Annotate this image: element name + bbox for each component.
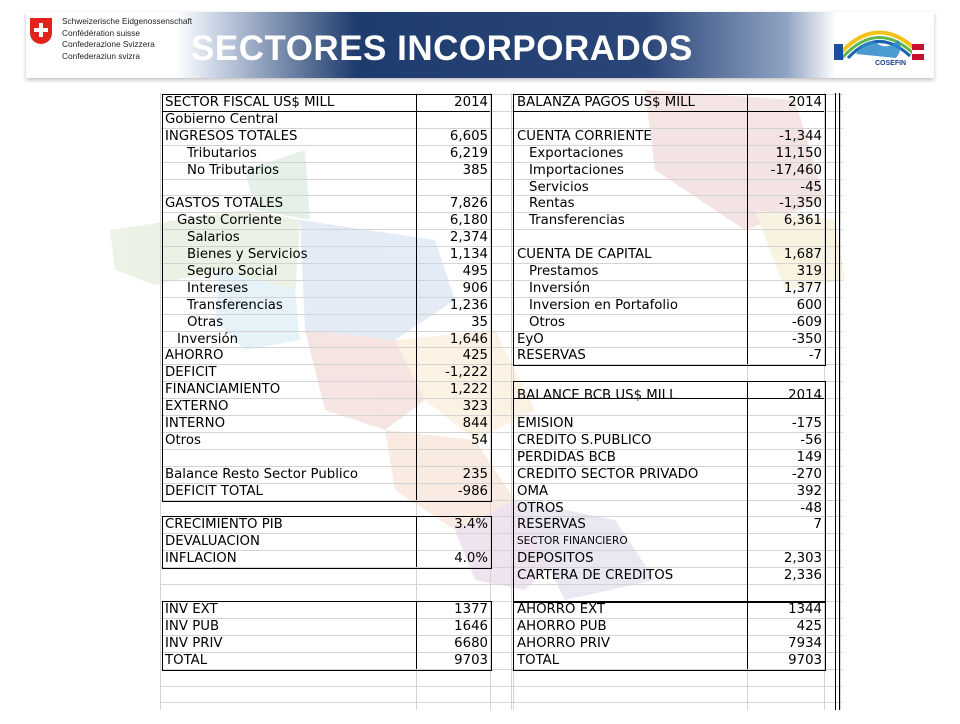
bcb-row-label: DEPOSITOS (517, 551, 594, 566)
balanza-row-label: EyO (517, 332, 544, 347)
balanza-row-label: Importaciones (529, 163, 624, 178)
slide-title: SECTORES INCORPORADOS (191, 29, 693, 68)
inversion-row-value: 1646 (454, 619, 488, 634)
bcb-header-label: BALANCE BCB US$ MILL (517, 388, 677, 403)
bcb-row-label: OMA (517, 484, 549, 499)
macro-column-divider (416, 516, 417, 567)
fiscal-row-value: 35 (471, 315, 488, 330)
fiscal-header-year: 2014 (454, 95, 488, 110)
fiscal-row-value: 844 (462, 416, 488, 431)
macro-row-value: 3.4% (454, 517, 488, 532)
ahorro-row-label: AHORRO PRIV (517, 636, 611, 651)
swiss-line: Confederazione Svizzera (62, 39, 155, 49)
fiscal-row-label: DEFICIT (165, 365, 217, 380)
bcb-row-value: 2,303 (783, 551, 822, 566)
balanza-row-value (750, 111, 822, 128)
fiscal-row-value: -986 (457, 484, 488, 499)
fiscal-row-value: 54 (471, 433, 488, 448)
grid-horizontal-line (160, 702, 843, 703)
fiscal-row-value: 2,374 (449, 230, 488, 245)
bcb-row-value: 2,336 (783, 568, 822, 583)
fiscal-row-label: DEFICIT TOTAL (165, 484, 263, 499)
balanza-row-label: Transferencias (529, 213, 625, 228)
swiss-line: Confederaziun svizra (62, 50, 140, 61)
bcb-row-label: SECTOR FINANCIERO (517, 535, 628, 547)
swiss-confederation-text (62, 16, 192, 62)
bcb-header-year: 2014 (788, 388, 822, 403)
inversion-column-divider (416, 601, 417, 669)
bcb-row-value: -56 (800, 433, 822, 448)
fiscal-row-value: 1,646 (449, 332, 488, 347)
inversion-row-value: 1377 (454, 602, 488, 617)
bcb-row-label: RESERVAS (517, 517, 586, 532)
balanza-row-value: 319 (796, 264, 822, 279)
fiscal-row-value: 495 (462, 264, 488, 279)
balanza-row-label: CUENTA CORRIENTE (517, 129, 652, 144)
fiscal-row-value: 323 (462, 399, 488, 414)
balanza-row-value: -609 (791, 315, 822, 330)
bcb-row-value: 392 (796, 484, 822, 499)
fiscal-row-label: AHORRO (165, 348, 224, 363)
fiscal-row-label: Inversión (177, 332, 239, 347)
bcb-row-value (750, 533, 822, 550)
balanza-row-value: 1,377 (783, 281, 822, 296)
inversion-row-label: INV PUB (165, 619, 220, 634)
bcb-row-value: 149 (796, 450, 822, 465)
fiscal-row-value: 6,180 (449, 213, 488, 228)
inversion-row-label: INV EXT (165, 602, 218, 617)
bcb-row-value: -270 (791, 467, 822, 482)
fiscal-row-value: 385 (462, 163, 488, 178)
fiscal-row-value: 235 (462, 467, 488, 482)
balanza-column-divider (747, 94, 748, 364)
bcb-row-label: OTROS (517, 501, 564, 516)
bcb-row-label: CREDITO S.PUBLICO (517, 433, 652, 448)
balanza-row-label: Exportaciones (529, 146, 624, 161)
fiscal-row-label: No Tributarios (187, 163, 280, 178)
fiscal-row-label: Otros (165, 433, 201, 448)
fiscal-row-value (418, 111, 488, 128)
bcb-row-label: CARTERA DE CREDITOS (517, 568, 674, 583)
balanza-row-label: Servicios (529, 180, 589, 195)
bcb-row-value (750, 398, 822, 415)
fiscal-row-label: Intereses (187, 281, 249, 296)
fiscal-row-label: Gobierno Central (165, 112, 279, 127)
balanza-row-label (517, 229, 745, 246)
fiscal-row-value (418, 179, 488, 196)
balanza-header-year: 2014 (788, 95, 822, 110)
balanza-row-value: 1,687 (783, 247, 822, 262)
bcb-row-label: PERDIDAS BCB (517, 450, 616, 465)
balanza-row-value: -7 (808, 348, 822, 363)
bcb-row-value: -48 (800, 501, 822, 516)
macro-row-label: CRECIMIENTO PIB (165, 517, 283, 532)
fiscal-row-value: 1,134 (449, 247, 488, 262)
fiscal-row-label: Balance Resto Sector Publico (165, 467, 359, 482)
balanza-row-value: 11,150 (775, 146, 822, 161)
fiscal-column-divider (416, 94, 417, 500)
fiscal-row-label: Transferencias (187, 298, 283, 313)
cosefin-logo (826, 14, 930, 76)
balanza-row-value: -1,344 (779, 129, 822, 144)
swiss-line: Confédération suisse (62, 27, 140, 38)
balanza-row-value: -1,350 (779, 196, 822, 211)
fiscal-row-value (418, 449, 488, 466)
balanza-row-value: 600 (796, 298, 822, 313)
fiscal-row-label: Salarios (187, 230, 240, 245)
ahorro-row-value: 7934 (788, 636, 822, 651)
sheet-right-edge (835, 93, 836, 710)
balanza-row-label: Rentas (529, 196, 575, 211)
fiscal-row-label (165, 449, 415, 466)
bcb-row-value: -175 (791, 416, 822, 431)
fiscal-row-value: 1,236 (449, 298, 488, 313)
balanza-row-label: Inversion en Portafolio (529, 298, 678, 313)
inversion-row-label: INV PRIV (165, 636, 223, 651)
inversion-row-value: 9703 (454, 653, 488, 668)
swiss-flag-icon (30, 18, 52, 44)
macro-row-label: DEVALUACION (165, 534, 260, 549)
slide-header (26, 12, 934, 78)
ahorro-row-value: 425 (796, 619, 822, 634)
fiscal-row-value: 6,605 (449, 129, 488, 144)
balanza-row-label: Prestamos (529, 264, 599, 279)
bcb-row-label: EMISION (517, 416, 574, 431)
fiscal-row-label: Seguro Social (187, 264, 278, 279)
fiscal-row-value: 906 (462, 281, 488, 296)
fiscal-row-value: 7,826 (449, 196, 488, 211)
grid-horizontal-line (160, 686, 843, 687)
sheet-right-edge (839, 93, 840, 710)
bcb-row-value: 7 (813, 517, 822, 532)
balanza-row-value: -350 (791, 332, 822, 347)
fiscal-row-label: GASTOS TOTALES (165, 196, 284, 211)
balanza-row-value (750, 229, 822, 246)
balanza-row-label: RESERVAS (517, 348, 586, 363)
ahorro-row-label: AHORRO PUB (517, 619, 607, 634)
balanza-row-label: Otros (529, 315, 565, 330)
balanza-row-label: CUENTA DE CAPITAL (517, 247, 652, 262)
fiscal-row-label: INTERNO (165, 416, 226, 431)
fiscal-row-label: FINANCIAMIENTO (165, 382, 281, 397)
inversion-row-label: TOTAL (165, 653, 208, 668)
fiscal-row-label: INGRESOS TOTALES (165, 129, 298, 144)
bcb-row-label: CREDITO SECTOR PRIVADO (517, 467, 699, 482)
fiscal-row-label: Bienes y Servicios (187, 247, 308, 262)
balanza-row-value: -17,460 (770, 163, 822, 178)
macro-row-value: 4.0% (454, 551, 488, 566)
ahorro-row-label: TOTAL (517, 653, 560, 668)
macro-row-value (418, 533, 488, 550)
balanza-header-label: BALANZA PAGOS US$ MILL (517, 95, 695, 110)
ahorro-row-value: 9703 (788, 653, 822, 668)
swiss-line: Schweizerische Eidgenossenschaft (62, 16, 193, 26)
fiscal-header-label: SECTOR FISCAL US$ MILL (165, 95, 335, 110)
balanza-row-label (517, 111, 745, 128)
macro-row-label: INFLACION (165, 551, 237, 566)
fiscal-row-value: -1,222 (445, 365, 488, 380)
fiscal-row-value: 1,222 (449, 382, 488, 397)
balanza-row-label: Inversión (529, 281, 591, 296)
fiscal-row-label (165, 179, 415, 196)
ahorro-row-value: 1344 (788, 602, 822, 617)
fiscal-row-value: 425 (462, 348, 488, 363)
bcb-row-label (517, 398, 745, 415)
fiscal-row-label: Otras (187, 315, 224, 330)
fiscal-row-label: Gasto Corriente (177, 213, 282, 228)
bcb-column-divider (747, 381, 748, 601)
fiscal-row-value: 6,219 (449, 146, 488, 161)
ahorro-row-label: AHORRO EXT (517, 602, 606, 617)
fiscal-row-label: EXTERNO (165, 399, 229, 414)
fiscal-row-label: Tributarios (187, 146, 257, 161)
spreadsheet-area (160, 93, 843, 710)
balanza-row-value: 6,361 (783, 213, 822, 228)
inversion-row-value: 6680 (454, 636, 488, 651)
ahorro-column-divider (747, 601, 748, 669)
cosefin-label: COSEFIN (875, 60, 907, 67)
balanza-row-value: -45 (800, 180, 822, 195)
